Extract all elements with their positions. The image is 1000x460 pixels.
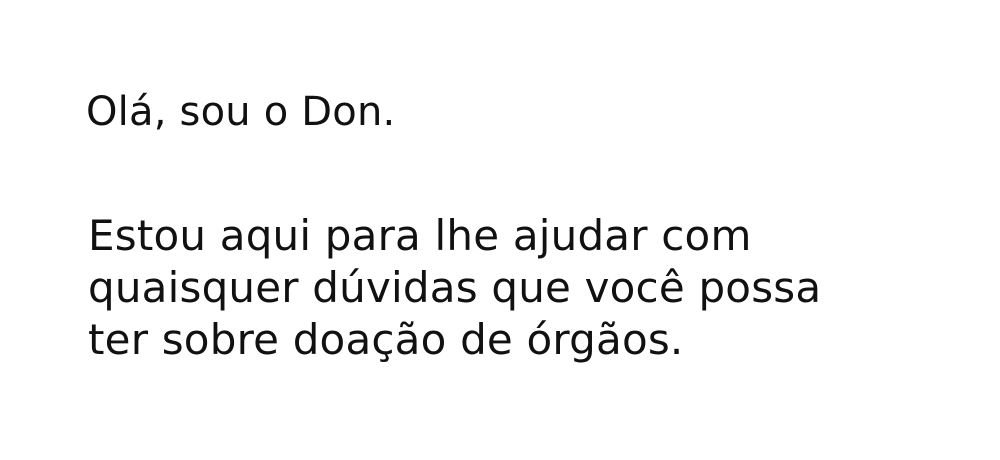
- greeting-heading: Olá, sou o Don.: [86, 89, 396, 135]
- intro-text: [88, 210, 908, 366]
- intro-line: ter sobre doação de órgãos.: [88, 315, 684, 364]
- intro-line: quaisquer dúvidas que você possa: [88, 263, 822, 312]
- intro-line: Estou aqui para lhe ajudar com: [88, 211, 752, 260]
